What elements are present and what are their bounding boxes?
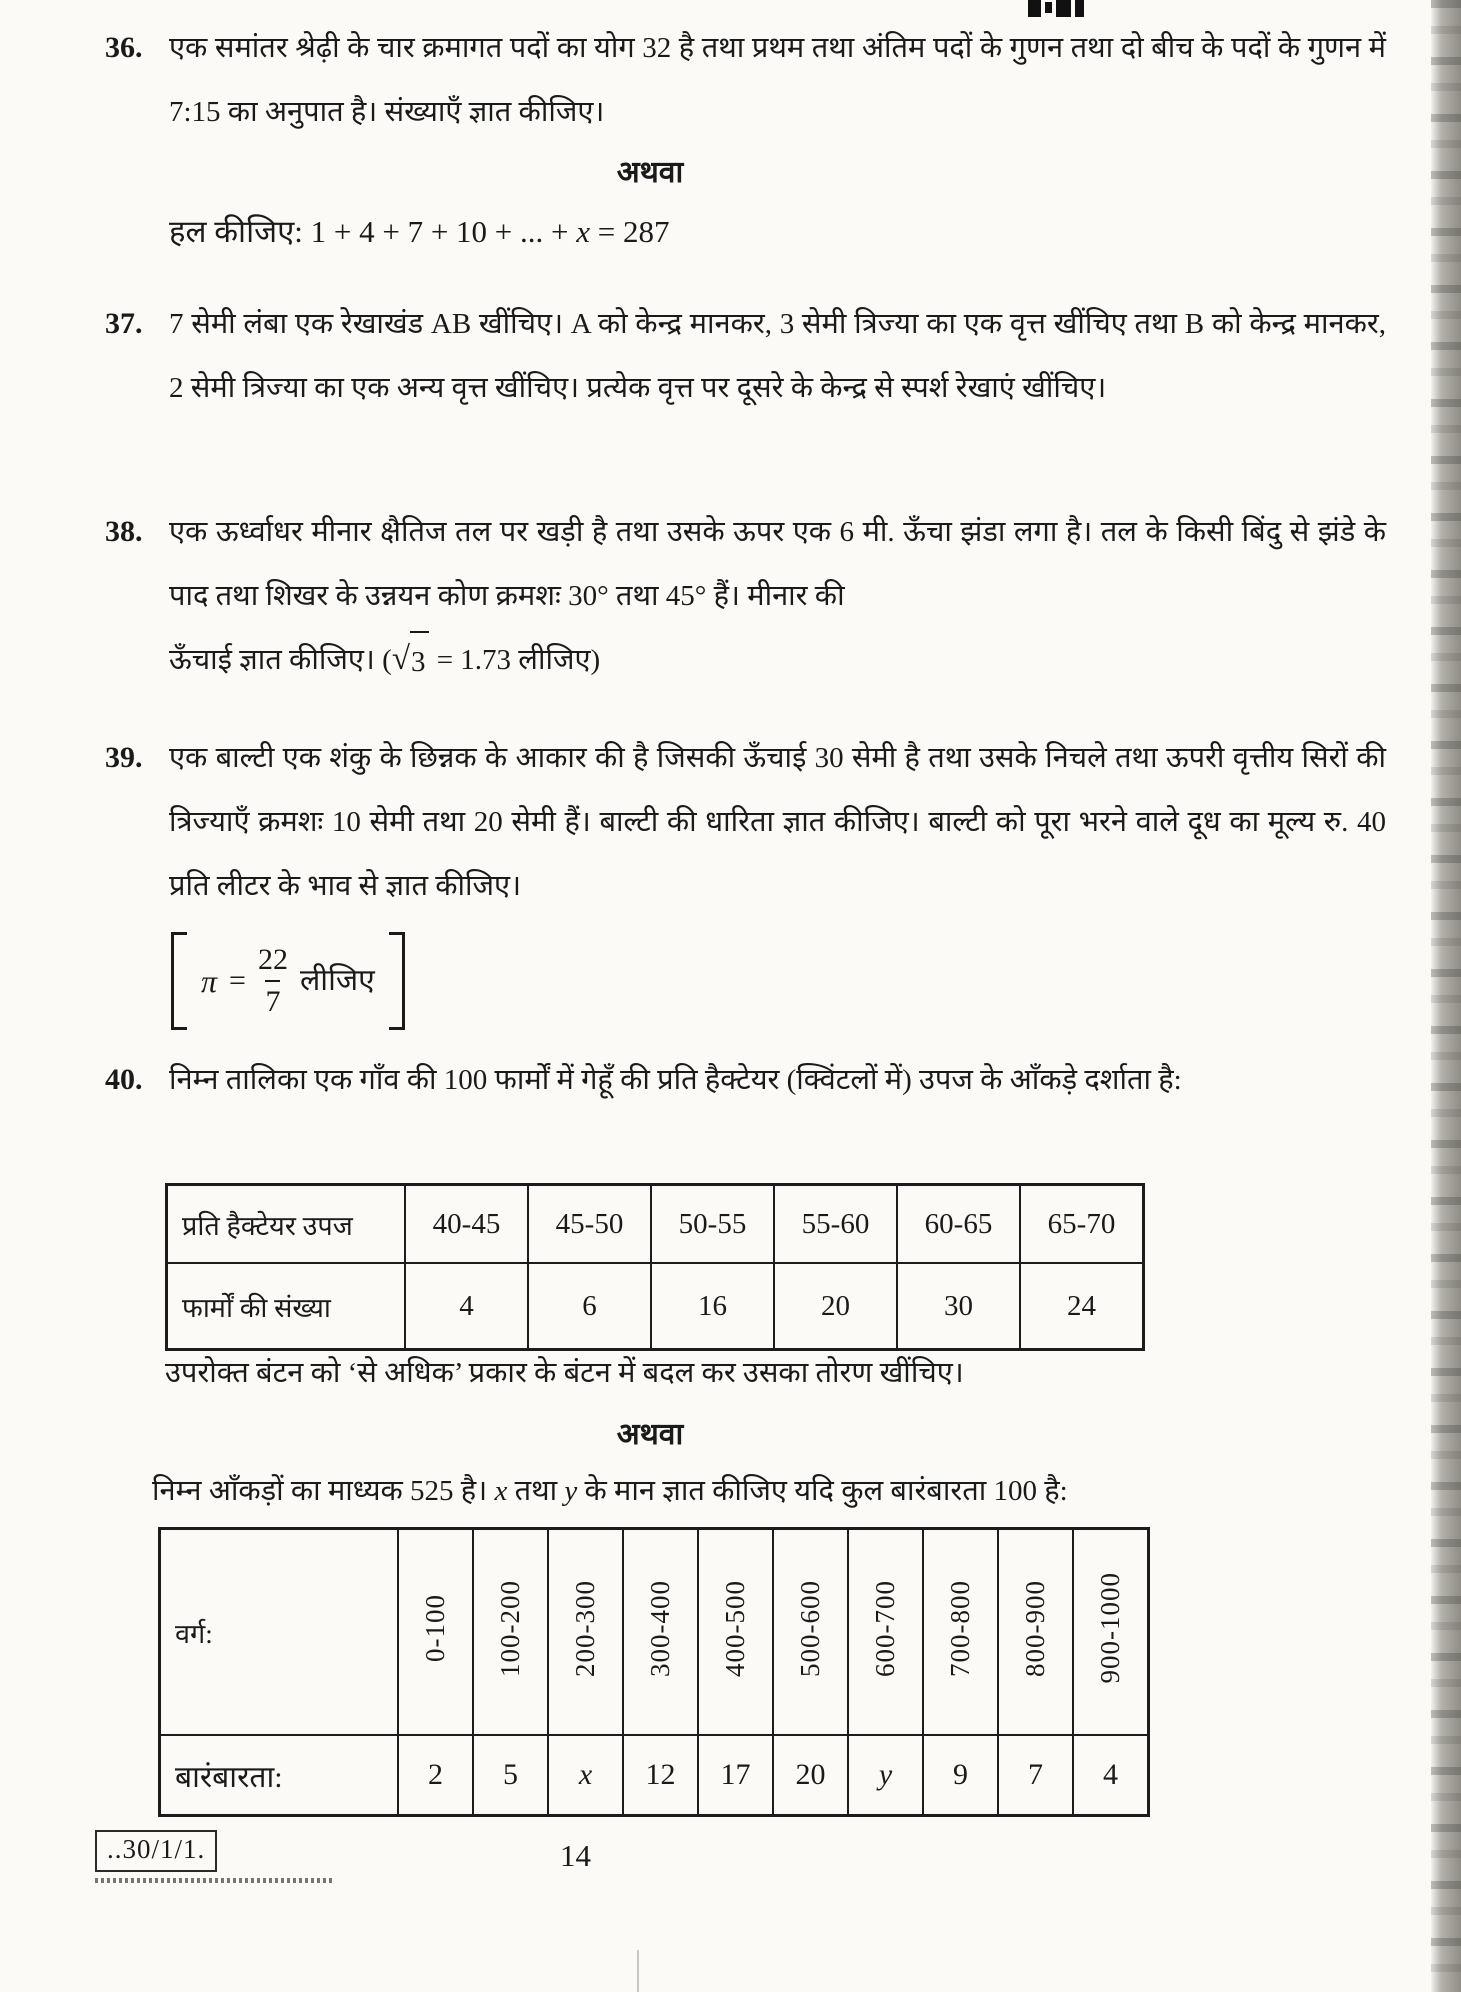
cell xyxy=(398,1529,473,1736)
cell: 16 xyxy=(651,1263,774,1350)
cell xyxy=(1073,1529,1149,1736)
equation-variable: x xyxy=(576,214,591,249)
table-row xyxy=(167,1263,1144,1350)
rotated-label: 600-700 xyxy=(870,1579,900,1677)
question-number: 36. xyxy=(105,31,143,64)
row-header: फार्मों की संख्या xyxy=(167,1263,406,1350)
cell: 6 xyxy=(528,1263,651,1350)
rotated-label: 900-1000 xyxy=(1095,1572,1125,1684)
question-paragraph: एक बाल्टी एक शंकु के छिन्नक के आकार की है जिसकी ऊँचाई 30 सेमी है तथा उसके निचले तथा ऊपरी वृत्तीय सिरों की त्रिज्याएँ क्रमशः 10 सेमी तथा 20 सेमी हैं। बाल्टी की धारिता ज्ञात कीजिए। बाल्टी को पूरा भरने वाले दूध का मूल्य रु. 40 प्रति लीटर के भाव से ज्ञात कीजिए। xyxy=(169,742,1386,902)
equation-text: = 287 xyxy=(590,214,670,249)
qr-code-icon xyxy=(1028,0,1084,17)
page-number: 14 xyxy=(560,1838,591,1873)
equation xyxy=(169,208,670,256)
question-text: निम्न तालिका एक गाँव की 100 फार्मों में गेहूँ की प्रति हैक्टेयर (क्विंटलों में) उपज के आँकड़े दर्शाता है: xyxy=(169,1064,1182,1096)
equation-text: हल कीजिए: 1 + 4 + 7 + 10 + ... + xyxy=(169,214,577,249)
formula-text: लीजिए xyxy=(299,964,375,997)
sqrt-term xyxy=(392,631,430,689)
table-row xyxy=(160,1735,1149,1816)
instruction-text: उपरोक्त बंटन को ‘से अधिक’ प्रकार के बंटन में बदल कर उसका तोरण खींचिए। xyxy=(165,1357,964,1389)
rotated-label: 400-500 xyxy=(720,1579,750,1677)
cell: x xyxy=(548,1735,623,1816)
cell xyxy=(623,1529,698,1736)
scan-edge-artifact xyxy=(1431,0,1461,1992)
table-row xyxy=(167,1185,1144,1264)
cell: 20 xyxy=(774,1263,897,1350)
question-37 xyxy=(105,292,1386,420)
formula-text: ऊँचाई ज्ञात कीजिए। ( xyxy=(169,644,392,676)
question-36 xyxy=(105,16,1386,144)
variable-x: x xyxy=(494,1475,508,1507)
cell: 20 xyxy=(773,1735,848,1816)
cell: 12 xyxy=(623,1735,698,1816)
row-header: प्रति हैक्टेयर उपज xyxy=(167,1185,406,1264)
frequency-table xyxy=(158,1527,1150,1817)
pi-formula xyxy=(171,932,405,1030)
pi-symbol: π xyxy=(201,963,218,999)
paper-code: ..30/1/1. xyxy=(95,1830,217,1872)
rotated-label: 100-200 xyxy=(495,1579,525,1677)
question-paragraph: एक ऊर्ध्वाधर मीनार क्षैतिज तल पर खड़ी है तथा उसके ऊपर एक 6 मी. ऊँचा झंडा लगा है। तल के किसी बिंदु से झंडे के पाद तथा शिखर के उन्नयन कोण क्रमशः 30° तथा 45° हैं। मीनार की xyxy=(169,516,1386,612)
rotated-label: 800-900 xyxy=(1020,1579,1050,1677)
question-text: एक समांतर श्रेढ़ी के चार क्रमागत पदों का योग 32 है तथा प्रथम तथा अंतिम पदों के गुणन तथा दो बीच के पदों के गुणन में 7:15 का अनुपात है। संख्याएँ ज्ञात कीजिए। xyxy=(169,32,1386,128)
cell xyxy=(773,1529,848,1736)
cell: 9 xyxy=(923,1735,998,1816)
cell xyxy=(923,1529,998,1736)
cell: 60-65 xyxy=(897,1185,1020,1264)
formula-text: = 1.73 लीजिए) xyxy=(429,644,601,676)
question-38 xyxy=(105,500,1386,692)
right-bracket xyxy=(389,932,405,1030)
question-text: 7 सेमी लंबा एक रेखाखंड AB खींचिए। A को केन्द्र मानकर, 3 सेमी त्रिज्या का एक वृत्त खींचिए तथा B को केन्द्र मानकर, 2 सेमी त्रिज्या का एक अन्य वृत्त खींचिए। प्रत्येक वृत्त पर दूसरे के केन्द्र से स्पर्श रेखाएं खींचिए। xyxy=(169,308,1386,404)
rotated-label: 200-300 xyxy=(570,1579,600,1677)
cell: y xyxy=(848,1735,923,1816)
row-header: वर्ग: xyxy=(160,1529,399,1736)
fraction xyxy=(258,940,288,1022)
row-header: बारंबारता: xyxy=(160,1735,399,1816)
radicand: 3 xyxy=(410,631,430,689)
radical-sign: √ xyxy=(391,641,410,677)
rotated-label: 300-400 xyxy=(645,1579,675,1677)
fraction-numerator: 22 xyxy=(257,943,288,976)
question-fragment: निम्न आँकड़ों का माध्यक 525 है। xyxy=(152,1475,495,1507)
fraction-denominator: 7 xyxy=(265,980,280,1022)
cell xyxy=(473,1529,548,1736)
table-row xyxy=(160,1529,1149,1736)
rotated-label: 500-600 xyxy=(795,1579,825,1677)
yield-table xyxy=(165,1183,1145,1351)
sqrt-expression xyxy=(169,628,1386,692)
rotated-label: 700-800 xyxy=(945,1579,975,1677)
question-number: 40. xyxy=(105,1063,143,1096)
question-fragment: तथा xyxy=(507,1475,565,1507)
or-separator: अथवा xyxy=(616,1418,684,1451)
cell: 30 xyxy=(897,1263,1020,1350)
or-separator: अथवा xyxy=(616,156,684,189)
left-bracket xyxy=(171,932,187,1030)
equals-sign: = xyxy=(229,964,246,997)
cell: 17 xyxy=(698,1735,773,1816)
pi-formula-body xyxy=(187,932,389,1030)
question-number: 38. xyxy=(105,515,143,548)
question-text xyxy=(169,500,1386,692)
question-number: 37. xyxy=(105,307,143,340)
print-artifact xyxy=(95,1878,333,1883)
cell: 2 xyxy=(398,1735,473,1816)
cell: 50-55 xyxy=(651,1185,774,1264)
cell: 7 xyxy=(998,1735,1073,1816)
cell: 5 xyxy=(473,1735,548,1816)
scan-line-artifact xyxy=(637,1950,639,1992)
cell: 4 xyxy=(405,1263,528,1350)
question-text xyxy=(169,726,1386,1053)
cell: 45-50 xyxy=(528,1185,651,1264)
cell xyxy=(848,1529,923,1736)
cell xyxy=(998,1529,1073,1736)
cell: 55-60 xyxy=(774,1185,897,1264)
cell: 65-70 xyxy=(1020,1185,1144,1264)
cell xyxy=(698,1529,773,1736)
question-40 xyxy=(105,1048,1386,1112)
rotated-label: 0-100 xyxy=(420,1594,450,1662)
alt-question-text xyxy=(152,1470,1385,1509)
cell: 4 xyxy=(1073,1735,1149,1816)
question-39 xyxy=(105,726,1386,1053)
cell: 40-45 xyxy=(405,1185,528,1264)
variable-y: y xyxy=(564,1475,578,1507)
cell: 24 xyxy=(1020,1263,1144,1350)
cell xyxy=(548,1529,623,1736)
question-number: 39. xyxy=(105,741,143,774)
question-fragment: के मान ज्ञात कीजिए यदि कुल बारंबारता 100 है: xyxy=(577,1475,1068,1507)
